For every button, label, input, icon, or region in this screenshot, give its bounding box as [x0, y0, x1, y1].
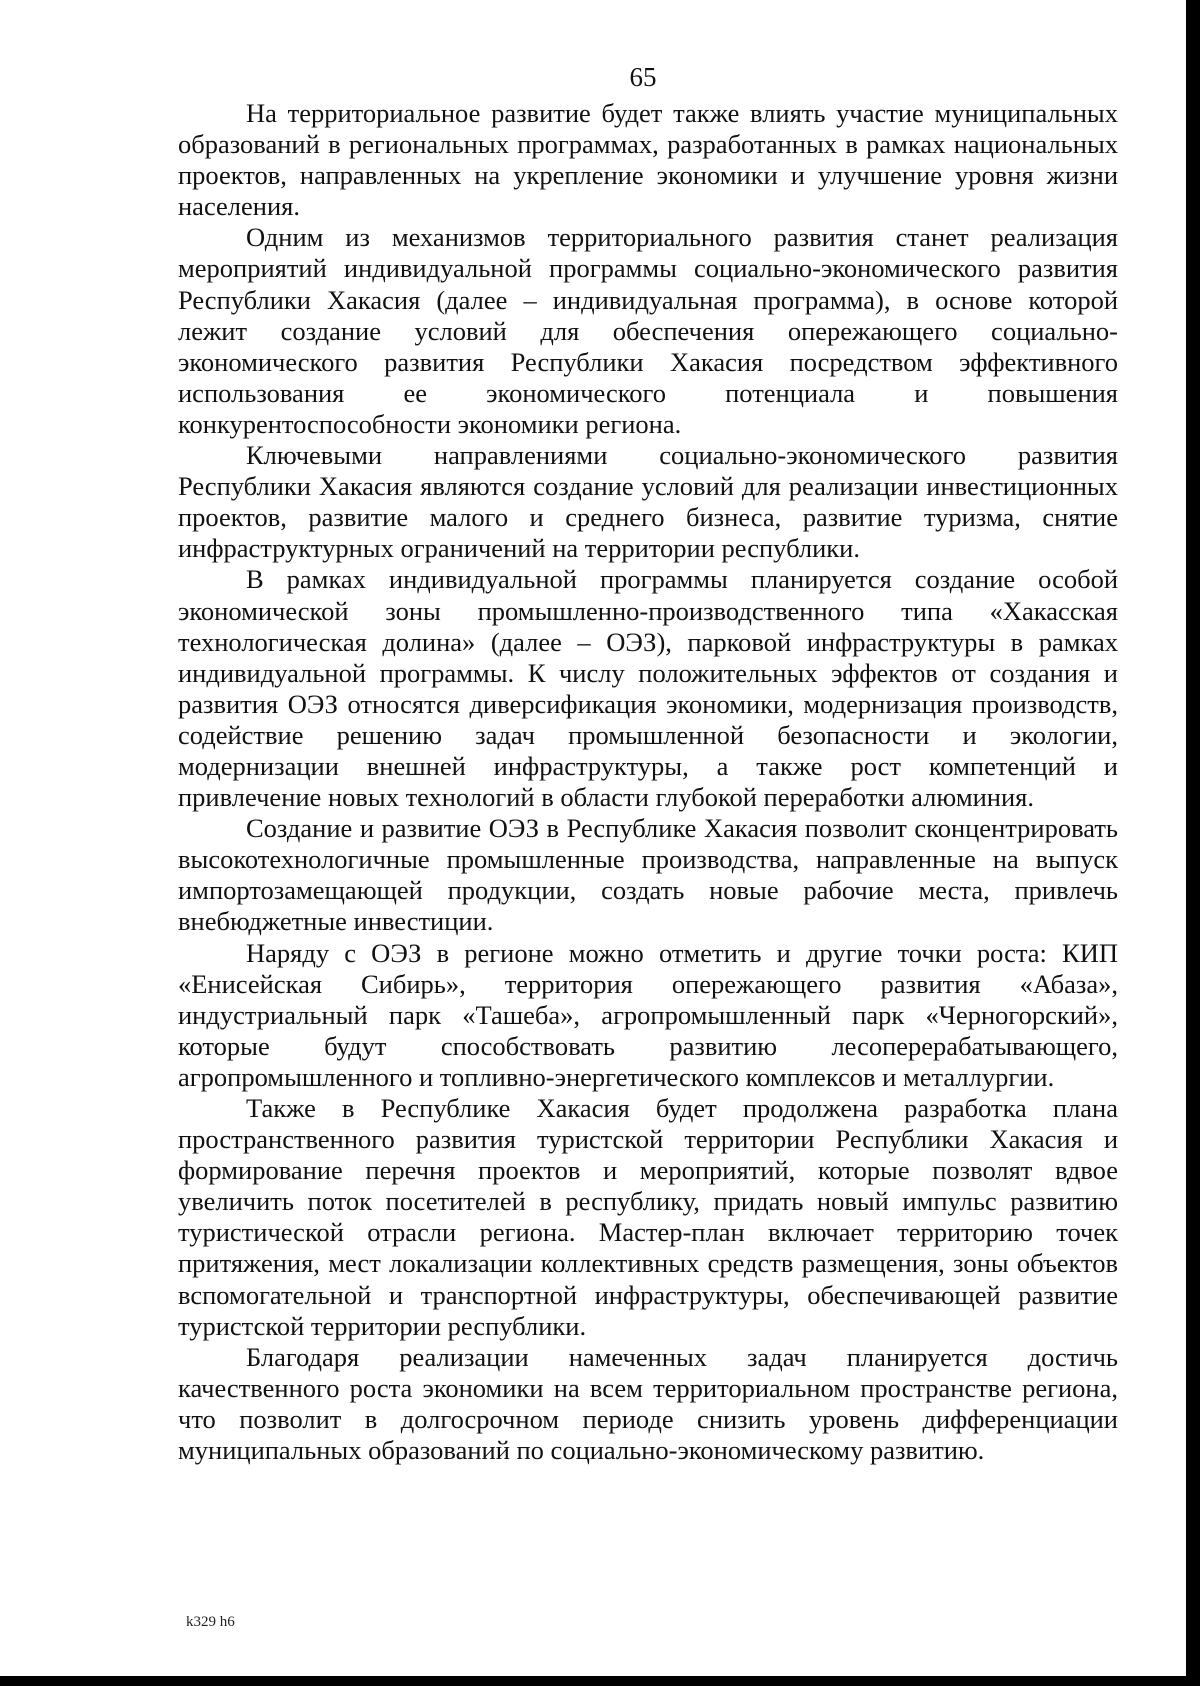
paragraph-1: На территориальное развитие будет также влиять участие муниципальных образований в региональных программах, разработанных в рамках национальных проектов, направленных на укрепление экономики и улучшение уровня жизни населения. [178, 98, 1118, 222]
paragraph-5: Создание и развитие ОЭЗ в Республике Хакасия позволит сконцентрировать высокотехнологичные промышленные производства, направленные на выпуск импортозамещающей продукции, создать новые рабочие места, привлечь внебюджетные инвестиции. [178, 813, 1118, 937]
document-body [178, 98, 1118, 1466]
page-number: 65 [629, 62, 657, 92]
paragraph-6: Наряду с ОЭЗ в регионе можно отметить и другие точки роста: КИП «Енисейская Сибирь», территория опережающего развития «Абаза», индустриальный парк «Ташеба», агропромышленный парк «Черногорский», которые будут способствовать развитию лесоперерабатывающего, агропромышленного и топливно-энергетического комплексов и металлургии. [178, 937, 1118, 1092]
scan-edge-bottom [0, 1676, 1200, 1686]
scan-edge-right [1186, 0, 1200, 1686]
paragraph-7: Также в Республике Хакасия будет продолжена разработка плана пространственного развития туристской территории Республики Хакасия и формирование перечня проектов и мероприятий, которые позволят вдвое увеличить поток посетителей в республику, придать новый импульс развитию туристической отрасли региона. Мастер-план включает территорию точек притяжения, мест локализации коллективных средств размещения, зоны объектов вспомогательной и транспортной инфраструктуры, обеспечивающей развитие туристской территории республики. [178, 1093, 1118, 1341]
paragraph-4: В рамках индивидуальной программы планируется создание особой экономической зоны промышленно-производственного типа «Хакасская технологическая долина» (далее – ОЭЗ), парковой инфраструктуры в рамках индивидуальной программы. К числу положительных эффектов от создания и развития ОЭЗ относятся диверсификация экономики, модернизация производств, содействие решению задач промышленной безопасности и экологии, модернизации внешней инфраструктуры, а также рост компетенций и привлечение новых технологий в области глубокой переработки алюминия. [178, 564, 1118, 813]
paragraph-8: Благодаря реализации намеченных задач планируется достичь качественного роста экономики на всем территориальном пространстве региона, что позволит в долгосрочном периоде снизить уровень дифференциации муниципальных образований по социально-экономическому развитию. [178, 1341, 1118, 1466]
document-code: k329 h6 [186, 1614, 235, 1630]
paragraph-3: Ключевыми направлениями социально-экономического развития Республики Хакасия являются создание условий для реализации инвестиционных проектов, развитие малого и среднего бизнеса, развитие туризма, снятие инфраструктурных ограничений на территории республики. [178, 440, 1118, 564]
paragraph-2: Одним из механизмов территориального развития станет реализация мероприятий индивидуальной программы социально-экономического развития Республики Хакасия (далее – индивидуальная программа), в основе которой лежит создание условий для обеспечения опережающего социально-экономического развития Республики Хакасия посредством эффективного использования ее экономического потенциала и повышения конкурентоспособности экономики региона. [178, 222, 1118, 439]
